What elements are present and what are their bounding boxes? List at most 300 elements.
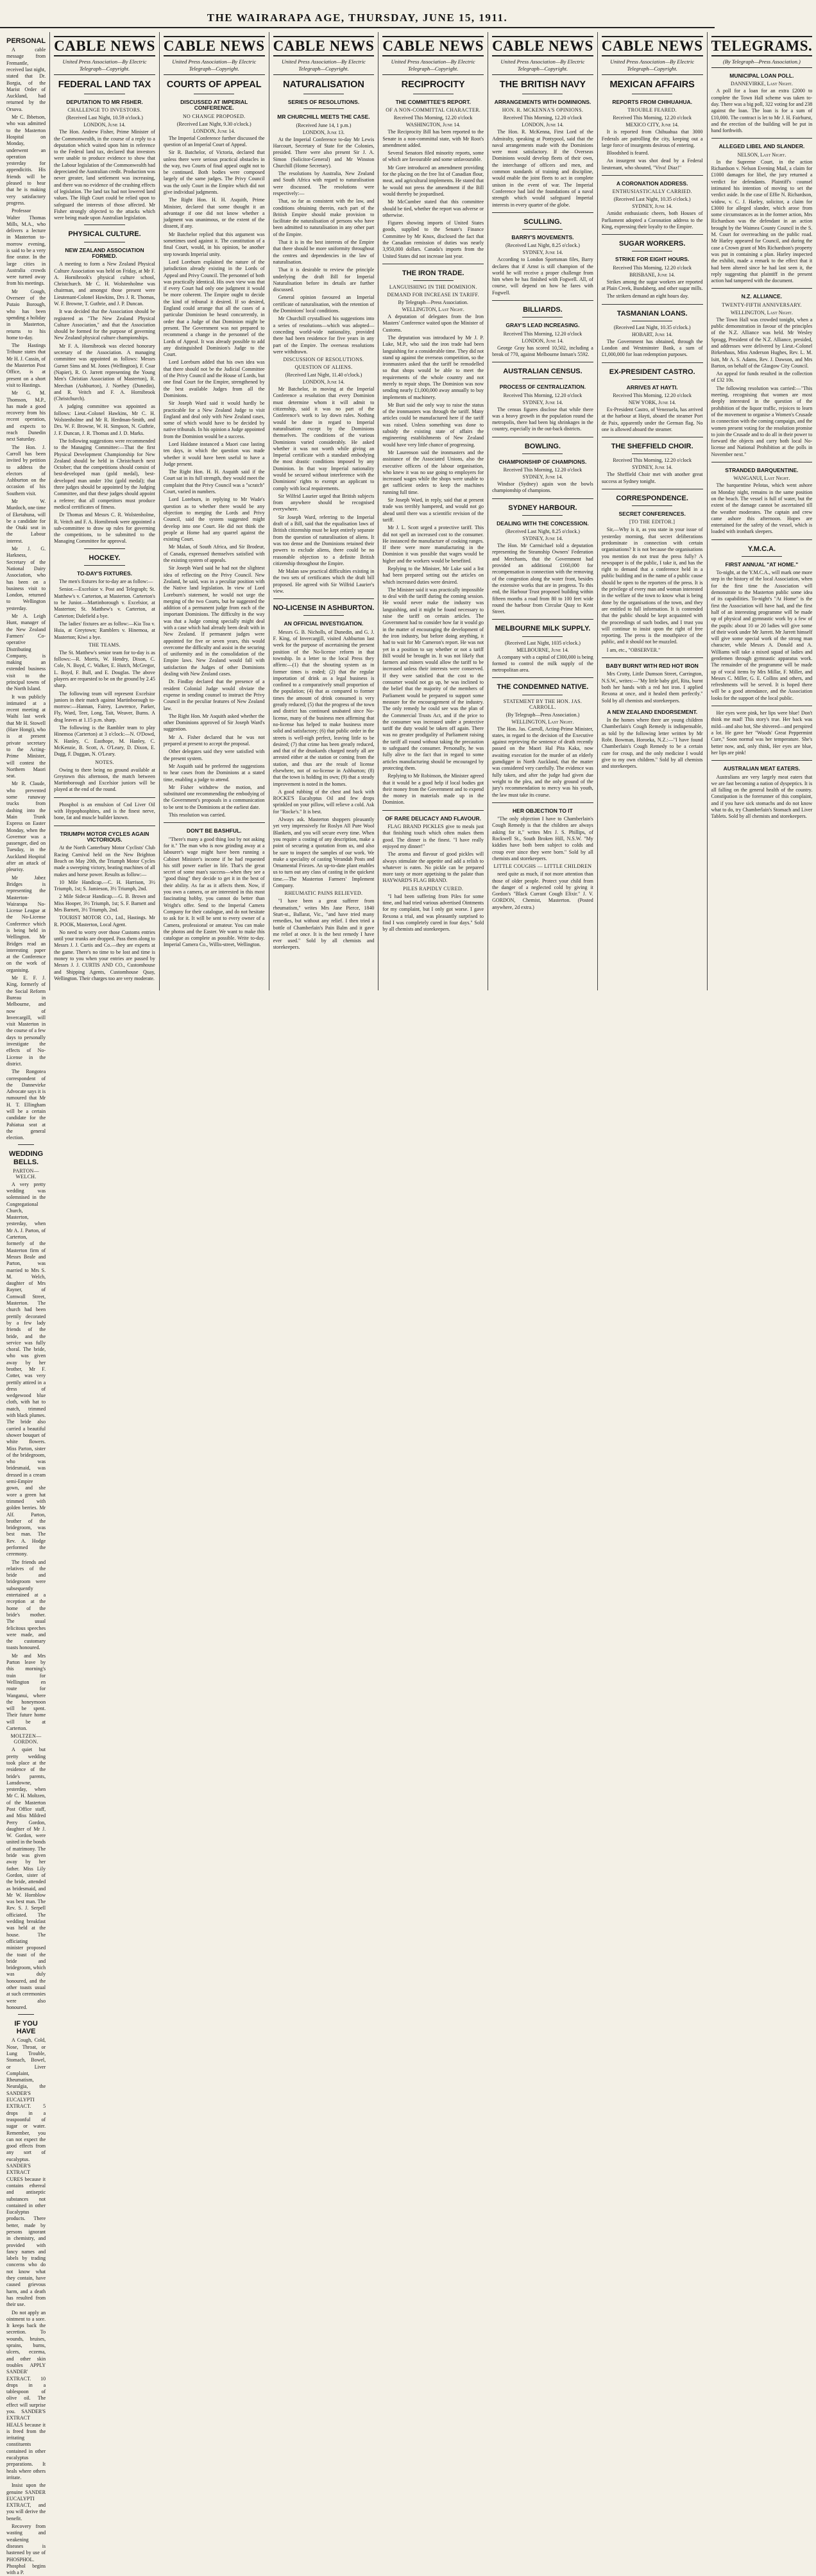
divider <box>632 505 672 506</box>
divider <box>18 2014 33 2015</box>
paragraph: Strikes among the sugar workers are reported at Plain Creek, Bundaberg, and other sugar mills. <box>601 278 703 292</box>
paragraph: A cable message from Fremantle, received last night, stated that Dr. Borgia, of the Marist Order of Auckland, had returned by the Orsova. <box>6 47 46 112</box>
paragraph: At the Imperial Conference to-day Mr Lewis Harcourt, Secretary of State for the Colonies, presided. There were also present Sir J. A. Simon (Solicitor-General) and Mr Winston Churchill (Home Secretary). <box>273 136 375 169</box>
divider <box>602 657 703 658</box>
section-band-cable-news: CABLE NEWS <box>492 36 593 56</box>
headline: BABY BURNT WITH RED HOT IRON <box>606 663 699 669</box>
paragraph: No need to worry over those Customs entries until your trunks are dropped. Pass them along to Messrs J. J. Curtis and Co.—they are experts at the game. There's no time to be lost and time is money to you when your entries are passed by Messrs J. J. CURTIS AND CO., Customhouse and Shipping Agents, Customhouse Quay, Wellington. Their charges too are very moderate. <box>54 929 155 981</box>
paragraph: The Hon. J. Carroll has been invited by petition to address the electors of Ashburton on the occasion of his Southern visit. <box>6 444 46 496</box>
paragraph: Replying to the Minister, Mr Luke said a list had been prepared setting out the articles on which increased duties were desired. <box>382 566 484 585</box>
paragraph: need quite as much, if not more attention than those of older people. Protect your child from the danger of a neglected cold by giving it Gordon's "Black Currant Cough Elixir." J. V. GORDON, Chemist, Masterton. (Posted anywhere, 2d extra.) <box>492 871 593 910</box>
paragraph: In the Supreme Court, in the action Richardson v. Nelson Evening Mail, a claim for £1000 damages for libel, the jury returned a verdict for defendants. Plaintiff's counsel intimated his intention of moving to set the verdict aside. In the case of Effie N. Richardson, widow, v. C. J. Harley, solicitor, a claim for £3000 for alleged slander, which arose from some circumstances as in the former action, Mrs Richardson was the defendant in an action brought by the Waimea County Council in the S. M. Court for overreaching on the public road. Mr Harley appeared for Council, and during the case a Crown grant of Mrs Richardson's property was put in containing a plan. Harley inspected the exhibit, made a remark to the effect that it had been altered since he had last seen it, the reply suggesting that plaintiff in the present action had tampered with the document. <box>711 158 813 284</box>
paragraph: Recovery from wasting and weakening diseases is hastened by use of PHOSPHOL. Phosphol begins with a P. <box>6 2523 46 2576</box>
headline: MUNICIPAL LOAN POLL. <box>729 72 794 79</box>
paragraph: At the North Canterbury Motor Cyclists' Club Racing Carnival held on the New Brighton Beach on May 20th, the Triumph Motor Cycles made a sweeping victory, beating machines of all makes and horse power. Results as follow:— <box>54 845 155 877</box>
paragraph: Mr C. Ibbetson, who was admitted to the Masterton Hospital on Monday, underwent an operation yesterday for appendicitis. His friends will be pleased to hear that he is making very satisfactory progress. <box>6 114 46 206</box>
paragraph: Mr R. Claude, who prevented some runaway trucks from dashing into the Main Trunk Express on Easter Monday, when the Governor was a passenger, died on Tuesday, in the Auckland Hospital after an attack of pleurisy. <box>6 781 46 873</box>
received-time: Received This Morning, 12.20 o'clock <box>613 393 692 399</box>
paragraph: The following resolution was carried:—"This meeting, recognising that women are most deeply interested in the question of the prohibition of the liquor traffic, rejoices to learn of the movement to organise a Women's Crusade in connection with the coming campaign, and the women present voting for the resolution promise to join the Crusade and to do all in their power to forward the objects and carry both local No-license and National Prohibition at the polls in November next." <box>711 385 813 457</box>
wire-credit: United Press Association—By Electric Telegraph—Copyright. <box>382 58 484 75</box>
paragraph: 10 Mile Handicap.—C. H. Harrison, 3½ Triumph, 1st; S. Jamieson, 3½ Triumph, 2nd. <box>54 879 155 892</box>
paragraph: This resolution was carried. <box>168 812 226 818</box>
divider <box>84 548 124 549</box>
paragraph: Senior.—Excelsior v. Post and Telegraph; St. Matthew's v. Carterton, at Masterton. Carterton's to be Junior.—Martinborough v. Excelsior, at Masterton; St. Matthew's v. Carterton, at Carterton; Dalefield a bye. <box>54 586 155 619</box>
subheadline: [TO THE EDITOR.] <box>629 519 676 525</box>
paragraph: The strikers demand an eight hours day. <box>606 293 689 300</box>
paragraph: Lord Haldane instanced a Maori case lasting ten days, in which the question was made whether it would have been useful to have a Judge present. <box>163 441 265 467</box>
wire-credit: United Press Association—By Electric Telegraph—Copyright. <box>164 58 265 75</box>
paragraph: Figures showing imports of United States goods, supplied to the Senate's Finance Committee by Mr Knox, disclosed the fact that the Canadian remission of duties was nearly 3,950,000 dollars. Canada's imports from the United States did not increase last year. <box>382 220 484 259</box>
received-time: Received This Morning, 12.20 o'clock <box>503 330 582 337</box>
paragraph: Sir Joseph Ward said it would hardly be practicable for a New Zealand Judge to visit England and deal only with New Zealand cases, some of which would have to be decided by native tribunals. In his opinion a Judge appointed from the Dominion would be a success. <box>163 400 265 439</box>
divider <box>632 379 672 380</box>
paragraph: Mr Malan saw practical difficulties existing in the two sets of certificates which the draft bill proposed. He agreed with Sir Wilfrid Laurier's view. <box>273 568 375 595</box>
received-time: Received This Morning, 12.20 o'clock <box>393 115 473 121</box>
subheadline: PARTON—WELCH. <box>13 1167 39 1180</box>
paragraph: Insist upon the genuine SANDER EUCALYPTI EXTRACT, and you will derive the benefit. <box>6 2482 46 2521</box>
divider <box>164 822 265 823</box>
divider <box>492 677 593 678</box>
paragraph: The Government has obtained, through the London and Westminster Bank, a sum of £1,000,000 for loan redemption purposes. <box>601 338 703 358</box>
paragraph: "I had been suffering from Piles for some time, and had tried various advertised Ointments for my complaint, but I only got worse. I gave Rexona a trial, and was pleasantly surprised to find I was completely cured in four days." Sold by all chemists and storekeepers. <box>382 893 484 933</box>
paragraph: Her eyes were pink, her lips were blue! Don't think me mad! This story's true. Her back was mild—and also hot, She shivered—and perspired a lot. He gave her "Woods' Great Peppermint Cure," Soon normal was her temperature. She's better now, and, only think, Her eyes are blue, her lips are pink! <box>711 710 813 756</box>
dateline: SYDNEY, June 14. <box>522 399 563 405</box>
paragraph: I am, etc., "OBSERVER." <box>606 647 661 653</box>
paragraph: Lord Loreburn added that his own idea was that there should not be the Judicial Committee of the Privy Council and the House of Lords, but one final Court for the Empire, strengthened by the best available Judges from all the Dominions. <box>163 359 265 398</box>
subheadline: OF A NON-COMMITTAL CHARACTER. <box>386 107 481 114</box>
paragraph: A quiet but pretty wedding took place at the residence of the bride's parents, Lansdowne, yesterday, when Mr C. H. Moltzen, of the Masterton Post Office staff, and Miss Mildred Perry Gordon, daughter of Mr J. W. Gordon, were united in the bonds of matrimony. The bride was given away by her father. Miss Lily Gordon, sister of the bride, attended as bridesmaid, and Mr W. Hornblow was best man. The Rev. S. J. Serpell officiated. The wedding breakfast was held at the house. The officiating minister proposed the toast of the bride and bridegroom, which was duly honoured, and the other toasts usual at such ceremonies were also honoured. <box>6 1747 46 2010</box>
paragraph: An insurgent was shot dead by a Federal lieutenant, who shouted, "Viva! Diaz!" <box>601 158 703 171</box>
subheadline: NO CHANGE PROPOSED. <box>182 113 246 119</box>
paragraph: A company with a capital of £300,000 is being formed to control the milk supply of the metropolitan area. <box>492 654 593 674</box>
headline: WEDDING BELLS. <box>8 1150 44 1166</box>
headline: ALLEGED LIBEL AND SLANDER. <box>718 143 805 150</box>
divider <box>602 304 703 305</box>
paragraph: A deputation of delegates from the Iron Masters' Conference waited upon the Minister of Customs. <box>382 314 484 333</box>
dateline: SYDNEY, June 14. <box>632 203 673 210</box>
paragraph: Mr Jabez Bridges is representing the Masterton-Wairarapa No-License League at the No-License Conference which is being held in Wellington. Mr Bridges read an interesting paper at the Conference on the work of organising. <box>6 874 46 973</box>
paragraph: According to London Sportsman files, Barry declares that if Arnst is still champion of the world he will receive a proper challenge from him when he has finished with Fogwell. All, of course, will depend on how he fares with Fogwell. <box>492 257 593 296</box>
headline: ARRIVES AT HAYTI. <box>626 384 678 391</box>
paragraph: The Right Hon. H. H. Asquith, Prime Minister, declared that some thought it an advantage if one did not know whether a judgment was unanimous, or the extent of the dissent, if any. <box>163 197 265 230</box>
subheadline: LITTLE COUGHS — LITTLE CHILDREN <box>493 863 592 870</box>
headline: N.Z. ALLIANCE. <box>741 293 783 300</box>
subheadline: LANGUISHING IN THE DOMINION. <box>389 284 477 291</box>
headline: STRIKE FOR EIGHT HOURS. <box>615 256 690 263</box>
headline: AN OFFICIAL INVESTIGATION. <box>284 620 364 627</box>
paragraph: The Hon. R. McKenna, First Lord of the Admiralty, speaking at Pontypool, said that the naval arrangements made with the Dominions were most satisfactory. If the Overseas Dominions would develop fleets of their own, the interchange of officers and men, and common standards of training and discipline, would enable the joint fleets to act in complete unison in the event of war. The Imperial Conference had laid the foundations of a naval strength which would safeguard Imperial interests in every quarter of the globe. <box>492 129 593 208</box>
column-7 <box>598 32 708 990</box>
headline: PHYSICAL CULTURE. <box>68 230 141 239</box>
paragraph: Mr J. G. Harkness, Secretary of the National Dairy Association, who has been on a business visit to London, returned to Wellington yesterday. <box>6 546 46 611</box>
paragraph: Professor Walter Thomas Mills, M.A., who delivers a lecture in Masterton to-morrow evening, is said to be a very fine orator. In the large cities in Australia crowds were turned away from his meetings. <box>6 208 46 287</box>
divider <box>522 229 563 230</box>
paragraph: The deputation was introduced by Mr J. P. Luke, M.P., who said the iron trade had been languishing for a considerable time. They did not stand up against the overseas competition, so the ironmasters asked that the tariff be remodelled so that shops would be able to meet the requirements of the whole country and not merely to repair shops. The Dominion was now sending nearly £1,000,000 away annually to buy implements of machinery. <box>382 334 484 400</box>
divider <box>382 810 484 811</box>
received-time: By Telegraph—Press Association. <box>398 300 468 306</box>
received-time: (Received Last Night, 11.40 o'clock.) <box>285 372 362 378</box>
paragraph: The men's fixtures for to-day are as follow:— <box>59 579 153 585</box>
column-8 <box>708 32 816 990</box>
paragraph: "The only objection I have to Chamberlain's Cough Remedy is that the children are always asking for it," writes Mrs J. S. Phillips, of Rockwell St., South Broken Hill, N.S.W. "My kiddies have both been subject to colds and croup ever since they were born." Sold by all chemists and storekeepers. <box>492 816 593 861</box>
paragraph: The barquentine Pelotas, which went ashore on Monday night, remains in the same position on the beach. The vessel is full of water, but the extent of the damage cannot be ascertained till the weather moderates. The captain and crew came ashore this afternoon. Hopes are entertained for the safety of the vessel, which is loaded with ironbark sleepers. <box>711 482 813 535</box>
headline: DEPUTATION TO MR FISHER. <box>66 98 143 105</box>
paragraph: Mr G. M. Thomson, M.P., has made a good recovery from his recent operation, and expects to reach Dunedin next Saturday. <box>6 390 46 443</box>
headline: PERSONAL <box>6 37 46 45</box>
paragraph: Mrs Crotty, Little Dumson Street, Carrington, N.S.W., writes:—"My little baby girl, Rita, burnt both her hands with a red hot iron. I applied Rexona at once, and it healed them perfectly." Sold by all chemists and storekeepers. <box>601 671 703 704</box>
headline: COURTS OF APPEAL <box>166 80 262 90</box>
subheadline: HON. R. MCKENNA'S OPINIONS. <box>502 107 584 114</box>
paragraph: The Rongotea correspondent of the Dannevirke Advocate says it is rumoured that Mr H. T. Ellingham will be a certain candidate for the Pahiatua seat at the general election. <box>6 1069 46 1141</box>
dateline: WELLINGTON, Last Night. <box>402 307 464 313</box>
received-time: (Received Last Night, 10.59 o'clock.) <box>66 115 143 121</box>
paragraph: Amidst enthusiastic cheers, both Houses of Parliament adopted a Coronation address to the King, expressing their loyalty to the Empire. <box>601 210 703 230</box>
subheadline: DISCUSSION OF RESOLUTIONS. <box>283 357 364 363</box>
divider <box>522 515 563 516</box>
received-time: Received This Morning, 12.20 o'clock <box>503 392 582 398</box>
divider <box>413 280 454 281</box>
paragraph: That it is in the best interests of the Empire that there should be more uniformity throughout the centres and dependencies in the law of naturalisation. <box>273 239 375 265</box>
paragraph: That, so far as consistent with the law, and conditions obtaining therein, each part of the British Empire should make provision to facilitate the naturalisation of persons who have been admitted to naturalisation in any other part of the Empire. <box>273 198 375 237</box>
paragraph: A judging committee was appointed as follows: Lieut.-Colonel Hawkins, Mr C. H. Wolstenholme and Mr R. Herdman-Smith, and Drs. W. F. Browne, W. H. Simpson, N. Guthrie, J. F. Duncan, J. R. Thomas and J. D. Marks. <box>54 403 155 436</box>
paragraph: Lord Loreburn, in replying to Mr Wade's question as to whether there would be any objection to merging the Lords and Privy Council, said the system suggested might develop into one Court. He did not think the people at Home had any quarrel against the existing Court. <box>163 496 265 543</box>
paragraph: Always ask. Masterton shoppers pleasantly yet very impressively for Roslyn All Pure Wool Blankets, and you will secure every time. When you require a costing of any description, make a point of securing a quotation from us, and also be sure to inspect the samples of our work. We make a speciality of casting Verandah Posts and Ornamental Friezes. An up-to-date plant enables us to turn out any class of casting in the quickest time.—The Masterton Farmers' Implement Company. <box>273 817 375 889</box>
dateline: LONDON, June 14. <box>522 337 564 344</box>
headline: PROCESS OF CENTRALIZATION. <box>499 384 586 391</box>
dateline: LONDON, June 14. <box>193 128 235 134</box>
headline: MEXICAN AFFAIRS <box>609 80 695 90</box>
dateline: DANNEVIRKE, Last Night. <box>731 81 793 87</box>
headline: TASMANIAN LOANS. <box>616 309 688 318</box>
paragraph: Sir,—Why is it, as you state in your issue of yesterday morning, that secret deliberations predominate in connection with certain organisations? It is not because the organisations you mention do not trust the press fully? A newspaper is of the public, I take it, and has the right to demand that a conference held in a public building and in the name of a public cause should be open to the reporters of the press. It is the privilege of every man and woman interested in the welfare of the town to know what is being done by the organisations of the town, and they are entitled to full information. It is contended that the public should be kept acquainted with the proceedings of such bodies, and I trust you will continue to insist upon the right of free reporting. The press is the mouthpiece of the public, and it should not be muzzled. <box>601 527 703 645</box>
divider <box>742 556 782 557</box>
paragraph: Ex-President Castro, of Venezuela, has arrived at the harbour at Hayti, aboard the steamer Port de Paix, apparently under the German flag. No one is allowed aboard the steamer. <box>601 407 703 432</box>
headline: FIRST ANNUAL "AT HOME." <box>725 561 799 568</box>
paragraph: The Hon. Mr Carmichael told a deputation representing the Steamship Owners' Federation and Merchants, that the Government had provided an additional £160,000 for recompensation in connection with the removing of the congestion along the water front, besides the extensive works that are in progress. To this end, the Harbour Trust proposed building within fifteen months a road from 80 to 100 feet wide round the harbour from Circular Quay to Kent Street. <box>492 543 593 615</box>
headline: NO-LICENSE IN ASHBURTON. <box>273 604 375 613</box>
headline: CHAMPIONSHIP OF CHAMPIONS. <box>498 458 587 465</box>
paragraph: Mr Laurenson said the ironmasters and the assistance of the Associated Unions, also the executive officers of the labour organisation, who knew it was no use going to employers for increased wages while the shops were unable to get sufficient orders to keep the machines running full time. <box>382 449 484 495</box>
headline: IF YOU HAVE <box>14 2020 38 2036</box>
paragraph: The Right Hon. Mr Asquith asked whether the other Dominions approved of Sir Joseph Ward's suggestion. <box>163 713 265 733</box>
dateline: LONDON, June 14. <box>83 122 126 128</box>
headline: TRIUMPH MOTOR CYCLES AGAIN VICTORIOUS. <box>60 830 149 843</box>
paragraph: The aroma and flavour of good pickles will always stimulate the appetite and add a relish to whatever is eaten. No pickle can be prepared more tasty or more appetising to the palate than HAYWARD'S FLAG BRAND. <box>382 851 484 884</box>
divider <box>522 378 563 379</box>
headline: SECRET CONFERENCES. <box>618 511 686 518</box>
divider <box>84 565 124 566</box>
paragraph: Messrs G. B. Nicholls, of Dunedin, and G. J. F. King, of Invercargill, visited Ashburton last week for the purpose of ascertaining the present position of the No-license reform in that township. In a letter to the local Press they affirm:—(1) that the shouting system as in former times is ended; (2) that the regular importation of drink as a legal business is confined to a comparatively small proportion of the population; (4) that as compared to former times the amount of drink consumed is very greatly reduced; (5) that the progress of the town and district has continued unabated since No-license, many of the business men affirming that no-license has helped to make business more solid and satisfactory; (6) that public order in the streets is well-nigh perfect, leaving little to be desired; (7) that crime has been greatly reduced, and that of the drunkards charged nearly all are arrested either at the station or coming from the station, and thus are the result of license elsewhere, not of no-license in Ashburton; (8) that the town is holding its own; (9) that a steady improvement is noted in the homes. <box>273 629 375 787</box>
paragraph: The Hastings Tribune states that Mr H. J. Cassin, of the Masterton Post Office, is at present on a short visit to Hastings. <box>6 343 46 388</box>
column-3 <box>160 32 269 990</box>
paragraph: In the homes where there are young children Chamberlain's Cough Remedy is indispensable, as told by the following letter written by Mr Robt. Bowman, Horoeka, N.Z.:—"I have found Chamberlain's Cough Remedy to be a certain cure for croup, and the only medicine I would give to my own children." Sold by all chemists and storekeepers. <box>601 717 703 770</box>
dateline: HOBART, June 14. <box>632 331 673 337</box>
received-time: (Received Last Night, 10.35 o'clock.) <box>613 196 691 203</box>
paragraph: A very pretty wedding was solemnised in the Congregational Church, Masterton, yesterday, when Mr A. J. Parton, of Carterton, formerly of the Masterton firm of Messrs Beale and Parton, was married to Mrs S. M. Welch, daughter of Mrs Rayner, of Cornwall Street, Masterton. The church had been prettily decorated by a few lady friends of the bride, and the service was fully choral. The bride, who was given away by her brother, Mr F. Cotter, was very prettily attired in a dress of wedgewood blue cloth, with hat to match, trimmed with black plumes. The bride also carried a beautiful shower bouquet of white flowers. Miss Parton, sister of the bridegroom, who was bridesmaid, was dressed in a cream semi-Empire gown, and she wore a green hat trimmed with golden berries. Mr Alf. Parton, brother of the bridegroom, was best man. The Rev. A. Hodge performed the ceremony. <box>6 1181 46 1557</box>
divider <box>522 636 563 637</box>
headline: MELBOURNE MILK SUPPLY. <box>495 625 591 633</box>
headline: SCULLING. <box>523 217 562 226</box>
paragraph: Mr J. L. Scott urged a protective tariff. This did not spell an increased cost to the consumer. He instanced the manufacture of cooking ranges. If there were more manufacturing in the Dominion it was possible that wages would be higher and the workers would be benefited. <box>382 525 484 564</box>
received-time: Received This Morning, 12.20 o'clock <box>613 115 692 121</box>
dateline: SYDNEY, June 14. <box>522 474 563 480</box>
received-time: (By Telegraph—Press Association.) <box>506 711 580 718</box>
dateline: BRISBANE, June 14. <box>629 271 676 278</box>
headline: THE IRON TRADE. <box>402 269 464 277</box>
dateline: SYDNEY, June 14. <box>522 536 563 542</box>
paragraph: Mr E. F. J. King, formerly of the Social Reform Bureau in Melbourne, and now of Invercargill, will visit Masterton in the course of a few days to personally investigate the effects of No-License in the district. <box>6 975 46 1067</box>
paragraph: Dr. Findlay declared that the presence of a resident Colonial Judge would obviate the expense in sending counsel to instruct the Privy Council in the peculiar features of New Zealand law. <box>163 679 265 711</box>
paragraph: The following is the Rambler team to play Hinemoa (Carterton) at 3 o'clock:—N. O'Dowd, N. Hanley, C. Easthope, M. Hanley, C. McKenzie, B. Scott, A. O'Leary, D. Dixon, E. Dugg, F. Duggan, N. O'Leary. <box>54 725 155 758</box>
divider <box>711 288 813 289</box>
divider <box>54 797 155 798</box>
paragraph: The Town Hall was crowded tonight, when a public demonstration in favour of the principles of the N.Z. Alliance was held. Mr Wesley Spragg, President of the N.Z. Alliance, presided, and addresses were delivered by Lieut.-Colonel Birkenhaus, Miss Anderson Hughes, Rev. L. M. Isitt, Mr A. S. Adams, Rev. J. Dawson, and Mrs Barton, on behalf of the Glasgow City Council. <box>711 316 813 369</box>
dateline: LONDON, June 14. <box>522 122 564 128</box>
column-5 <box>378 32 488 990</box>
paragraph: The resolutions by Australia, New Zealand and South Africa with regard to naturalisation were discussed. The resolutions were respectively:— <box>273 171 375 196</box>
paragraph: The friends and relatives of the bride and bridegroom were subsequently entertained at a reception at the home of the bride's mother. The usual felicitous speeches were made, and the customary toasts honoured. <box>6 1559 46 1651</box>
headline: THE BRITISH NAVY <box>499 80 586 90</box>
headline: HER OBJECTION TO IT <box>513 807 573 814</box>
received-time: (Received Last Night, 1035 o'clock.) <box>505 640 581 646</box>
paragraph: Sir Joseph Ward, in reply, said that at present trade was terribly hampered, and would not go ahead until there was a scientific revision of the tariff. <box>382 497 484 523</box>
headline: BILLIARDS. <box>523 306 563 314</box>
headline: OF RARE DELICACY AND FLAVOUR. <box>385 815 481 822</box>
subheadline: DEMAND FOR INCREASE IN TARIFF. <box>387 292 479 298</box>
subheadline: NOTES. <box>95 759 114 765</box>
headline: BOWLING. <box>524 442 561 450</box>
paragraph: Mr A. Fisher declared that he was not prepared at present to accept the proposal. <box>163 734 265 747</box>
headline: MR CHURCHILL MEETS THE CASE. <box>277 114 370 121</box>
paragraph: That it is desirable to review the principle underlying the draft Bill for Imperial Naturalisation before its details are further discussed. <box>273 267 375 293</box>
divider <box>522 317 563 318</box>
paragraph: Dr Thomas and Messrs C. R. Wolstenholme, R. Veitch and F. A. Hornibrook were appointed a sub-committee to draw up rules for governing the competitions, to be submitted to the Managing Committee for approval. <box>54 512 155 545</box>
paragraph: Several Senators filed minority reports, some of which are favourable and some unfavourable. <box>382 150 484 163</box>
headline: NATURALISATION <box>283 80 364 90</box>
divider <box>492 498 593 499</box>
paragraph: 2 Mile Sidecar Handicap.—G. B. Brown and Miss Hooper, 3½ Triumph, 1st; S. F. Barnett and Mrs Barnett, 3½ Triumph, 2nd. <box>54 894 155 913</box>
paragraph: Mr Batchelor replied that this argument was sometimes used against it. The constitution of a final Court, would, in his opinion, be another step towards Imperial unity. <box>163 231 265 257</box>
subheadline: RHEUMATIC PAINS RELIEVED. <box>284 890 363 897</box>
subheadline: ENTHUSIASTICALLY CARRIED. <box>612 189 692 195</box>
paragraph: A poll for a loan for an extra £2000 to complete the Town Hall scheme was taken to-day. There was a big poll, 322 voting for and 238 against the loan. The loan is for a sum of £10,000. The contract is let to Mr J. H. Fairhurst, and the erection of the building will be put in hand forthwith. <box>711 88 813 134</box>
paragraph: Other delegates said they were satisfied with the present system. <box>163 749 265 761</box>
dateline: SYDNEY, June 14. <box>522 250 563 256</box>
headline: GRAY'S LEAD INCREASING. <box>506 322 580 329</box>
dateline: LONDON, June 13. <box>302 129 345 135</box>
paragraph: The Imperial Conference further discussed the question of an Imperial Court of Appeal. <box>163 135 265 148</box>
paragraph: Mr F. A. Hornibrook was elected honorary secretary of the Association. A managing committee was appointed as follows: Messrs Gurnet Sims and M. Jones (Wellington), F. Coar (Napier), R. O. Jarrett representing the Young Men's Christian Association of Masterton), R. Meechan (Ashburton), J. Northey (Dunedin), and R. Veitch and F. A. Hornibrook (Christchurch). <box>54 343 155 402</box>
received-time: Received This Morning, 12.20 o'clock <box>503 467 582 473</box>
headline: DON'T BE BASHFUL. <box>186 827 242 835</box>
paragraph: A Cough, Cold, Nose, Throat, or Lung Trouble, Stomach, Bowel, or Liver Complaint, Rheumatism, Neuralgia, the SANDER'S EUCALYPTI EXTRACT. 5 drops in a teaspoonful of sugar or water. Remember, you can not expect the good effects from any sort of eucalyptus. SANDER'S EXTRACT CURES because it contains ethereal and antiseptic substances not contained in other Eucalyptus products. There better, made by persons ignorant in chemistry, and provided with fancy names and labels by trading concerns who do not know what they contain, have caused grievous harm, and a death has resulted from their use. <box>6 2037 46 2308</box>
headline: A NEW ZEALAND ENDORSEMENT. <box>607 708 698 715</box>
section-band-cable-news: CABLE NEWS <box>382 36 484 56</box>
paragraph: Sir Joseph Ward, referring to the Imperial draft of a Bill, said that the equalisation laws of British citizenship must be kept entirely separate from the question of naturalisation of aliens. It was too dense and the Dominions retained their powers to exclude aliens, there could be no reasonable objection to a definite British citizenship throughout the Empire. <box>273 514 375 566</box>
headline: HOCKEY. <box>89 554 121 562</box>
section-band-telegrams: TELEGRAMS. <box>711 36 813 56</box>
received-time: Received This Morning, 12.20 o'clock <box>613 457 692 464</box>
subheadline: THE TEAMS. <box>89 641 121 648</box>
dateline: WELLINGTON, Last Night. <box>730 309 793 316</box>
paragraph: To-night, at the Y.M.C.A., will mark one more step in the history of the local Association, when for the first time the Association will demonstrate to the Masterton public some idea of its capabilities. To-night's "At Home" is the first the Association will have had, and the first half of an interesting programme will be made up of physical and gymnastic work by a few of the pupils: about 10 or 20 ladies will give some of their work under Mr Jarrett. Mr Jarrett himself will give some special work of the strong man character, while Messrs A. Donald and A. Williams will take a mixed squad of ladies and gentlemen through gymnastic apparatus work. The remainder of the programme will be made up of vocal items by Mrs Millar, F. Miller, and Messrs C. Miller, G. E. Collins and others, and refreshments will be served. It is hoped there will be a good attendance, and the Association looks for the support of the local public. <box>711 570 813 701</box>
received-time: (Received Last Night, 8.25 o'clock.) <box>506 242 580 249</box>
headline: THE COMMITTEE'S REPORT. <box>395 98 471 105</box>
paragraph: The following suggestions were recommended to the Managing Committee:—That the first Physical Development Championship for New Zealand should be held in Christchurch next October; that the competitions should consist of best-developed man (gold medal), best-developed man under 10st (gold medal); that three judges should be appointed by the Judging Committee, and that these judges should appoint a referee; that all competitors must produce medical certificates of fitness. <box>54 437 155 510</box>
paragraph: Mr Fisher withdrew the motion, and substituted one recommending the embodying of the Government's proposals in a communication to be sent to the Dominions at the earliest date. <box>163 784 265 810</box>
wire-credit: United Press Association—By Electric Telegraph—Copyright. <box>54 58 155 75</box>
wire-credit: United Press Association—By Electric Telegraph—Copyright. <box>602 58 703 75</box>
headline: Y.M.C.A. <box>747 545 776 553</box>
paragraph: Do not apply an ointment to a sore. It keeps back the secretion. To wounds, bruises, sprains, burns, ulcers, eczema, and other skin troubles APPLY SANDER' EXTRACT. 10 drops in a tablespoon of olive oil. The effect will surprise you. SANDER'S EXTRACT HEALS because it is freed from the irritating constituents contained in other eucalyptus preparations. It heals where others irritate. <box>6 2309 46 2480</box>
subheadline: STATEMENT BY THE HON. JAS. CARROLL. <box>503 698 582 710</box>
column-6 <box>488 32 598 990</box>
headline: A CORONATION ADDRESS. <box>616 180 688 187</box>
headline: EX-PRESIDENT CASTRO. <box>609 368 695 376</box>
headline: ARRANGEMENTS WITH DOMINIONS. <box>494 98 591 105</box>
dateline: NELSON, Last Night. <box>737 151 786 158</box>
divider <box>711 760 813 761</box>
headline: THE SHEFFIELD CHOIR. <box>611 443 693 451</box>
divider <box>711 138 813 139</box>
paragraph: Bloodshed is feared. <box>606 150 649 157</box>
paragraph: Mr Malan, of South Africa, and Sir Brodeur, of Canada, expressed themselves satisfied with the existing system of appeals. <box>163 544 265 564</box>
dateline: LONDON, June 14. <box>302 379 345 386</box>
headline: REPORTS FROM CHIHUAHUA. <box>612 98 692 105</box>
wire-credit: (By Telegraph—Press Association.) <box>711 58 813 68</box>
dateline: SYDNEY, June 14. <box>632 464 673 471</box>
headline: TO-DAY'S FIXTURES. <box>76 570 133 577</box>
divider <box>632 453 672 454</box>
paragraph: The Right Hon. H. H. Asquith said if the Court sat in its full strength, they would meet the complaint that the Privy Council was a "scratch" Court, varied in numbers. <box>163 469 265 495</box>
paragraph: It was publicly intimated at a recent meeting at Waihi last week that Mr H. Stowell (Hare Hongi), who is at present private secretary to the Acting-Prime Minister, will contest the Northern Maori seat. <box>6 693 46 779</box>
headline: SYDNEY HARBOUR. <box>508 504 577 512</box>
subheadline: MOLTZEN—GORDON. <box>10 1733 42 1745</box>
paragraph: It was decided that the Association should be registered as "The New Zealand Physical Culture Association," and that the Association should be formed for the purpose of governing New Zealand physical culture championships. <box>54 309 155 341</box>
column-1 <box>3 32 50 2576</box>
paragraph: The following team will represent Excelsior juniors in their match against Martinborough to-morrow:—Hannan, Fairey, Lawrence, Parker, Fly, Ward, Teer, Long, Tait, Weaver, Burns. A drag leaves at 1.15 p.m. sharp. <box>54 690 155 723</box>
subheadline: CHALLENGE TO INVESTORS. <box>67 107 142 114</box>
received-time: Received This Morning, 12.20 o'clock <box>503 115 582 121</box>
headline: FEDERAL LAND TAX <box>58 80 151 90</box>
headline: SUGAR WORKERS. <box>619 240 686 248</box>
paragraph: Windsor (Sydney) again won the bowls championship of champions. <box>492 481 593 494</box>
subheadline: TWENTY-FIFTH ANNIVERSARY. <box>722 301 802 308</box>
paragraph: TOURIST MOTOR CO., Ltd., Hastings. Mr R. POOK, Masterton, Local Agent. <box>54 915 155 928</box>
divider <box>303 615 344 616</box>
paragraph: An appeal for funds resulted in the collection of £32 10s. <box>711 371 813 384</box>
paragraph: Mr A. Leigh Hunt, manager of the New Zealand Farmers' Co-operative Distributing Company, is making an extended business visit to the principal towns of the North Island. <box>6 613 46 692</box>
received-time: (Received June 14, 1 p.m.) <box>296 122 352 128</box>
paragraph: Lord Loreburn explained the nature of the jurisdiction already existing in the Lords of Appeal and Privy Council. The personnel of both was practically identical. His own view was that if every Court had only one judgment it would be more coherent. The Empire ought to decide the kind of tribunal it desired. If so desired, England could arrange that all the cases of a particular Dominion be heard concurrently, in order that a Judge of that Dominion might be present. The Government was not prepared to recommend a change in the personnel of the Lords of Appeal. It was already possible to add any distinguished Dominion's Judge to the Court. <box>163 258 265 358</box>
headline: NEW ZEALAND ASSOCIATION FORMED. <box>65 246 144 259</box>
divider <box>492 300 593 301</box>
headline: THE CONDEMNED NATIVE. <box>497 683 589 691</box>
paragraph: The Hon. Jas. Carroll, Acting-Prime Minister, states, in regard to the decision of the Executive against reprieving the sentence of death recently passed on the Maori Hal Pita Kaka, now awaiting execution for the murder of an elderly gumdigger in North Auckland, that the matter was considered very carefully. The evidence was fully taken, and after the judge had given due weight to the plea, and the only ground of the jury's recommendation to mercy was his youth, the law must take its course. <box>492 725 593 798</box>
dateline: MELBOURNE, June 14. <box>516 647 569 653</box>
headline: DEALING WITH THE CONCESSION. <box>497 520 589 527</box>
received-time: (Received Last Night, 10.35 o'clock.) <box>613 324 691 330</box>
section-band-cable-news: CABLE NEWS <box>164 36 265 56</box>
divider <box>522 453 563 454</box>
dateline: WANGANUI, Last Night. <box>733 475 790 482</box>
divider <box>18 1144 33 1145</box>
paragraph: Mr W. Murdoch, one time of Eketahuna, will be a candidate for the Otaki seat in the Labour interest. <box>6 498 46 544</box>
paragraph: Mr Burt said the only way to raise the status of the ironmasters was through the tariff. Many articles could be manufactured here if the tariff was raised. Unless something was done to subsidy the existing state of affairs the engineering establishments of New Zealand would have very little chance of progressing. <box>382 402 484 448</box>
paragraph: Replying to Mr Robinson, the Minister agreed that it would be a good help if local bodies got their money from the Government and to expend the money in materials made up in the Dominion. <box>382 773 484 806</box>
wire-credit: United Press Association—By Electric Telegraph—Copyright. <box>492 58 593 75</box>
headline: BARRY'S MOVEMENTS. <box>511 233 574 241</box>
received-time: (Received Last Night, 8.25 o'clock.) <box>506 529 580 535</box>
paragraph: General opinion favoured an Imperial certificate of naturalisation, with the retention of the Dominions' local conditions. <box>273 294 375 314</box>
divider <box>492 212 593 213</box>
paragraph: Mr Asquith said he preferred the suggestions to hear cases from the Dominions at a stated time, enabling a judge to attend. <box>163 763 265 783</box>
section-band-cable-news: CABLE NEWS <box>54 36 155 56</box>
paragraph: The St. Matthew's senior team for to-day is as follows:—R. Morris, W. Hendry, Dixon, C. Cole, N. Boyd, C. Walker, E. Hutch, McGregor, L. Boyd, F. Bull, and E. Douglas. The above players are requested to be on the ground by 2.45 sharp. <box>54 649 155 689</box>
dateline: WASHINGTON, June 14. <box>405 122 461 128</box>
paragraph: Mr and Mrs Parton leave by this morning's train for Wellington en route for Wanganui, where the honeymoon will be spent. Their future home will be at Carterton. <box>6 1652 46 1732</box>
columns <box>3 32 813 2576</box>
received-time: Received This Morning, 12.20 o'clock <box>613 264 692 271</box>
paragraph: "There's many a good thing lost by not asking for it." The man who is now grinding away at a labourer's wage might have been running a Cabinet Minister's income if he had requested his stiff power earlier in life. That's the great secret of some man's success—when they see a "good thing" they decide to get it in the best of their ability. As far as it affects them. Now, if you own a camera, or are interested in this most fascinating hobby, you cannot do better than Wright's offer. Send to the Imperial Camera Company for their catalogue, and do not hesitate to ask for it. It will be sent to every owner of a Camera, professional or amateur. You can make the photos and the Easter. We want to make this catalogue as complete as possible. Write to-day. Imperial Camera Co., Willis-street, Wellington. <box>163 836 265 948</box>
masthead <box>0 0 715 28</box>
paragraph: Sir Wilfrid Laurier urged that British subjects from anywhere should be recognised everywhere. <box>273 493 375 513</box>
subheadline: PILES RAPIDLY CURED. <box>403 885 464 892</box>
paragraph: The Minister said it was practically impossible to deal with the tariff during the coming session. He would never make the industry was languishing, and it might be found necessary to raise the tariff on certain articles. The Government had to consider how far it would go in the matter of encouraging the development of the iron industry, but before doing anything, it had to wait for Mr Cameron's report. He was not yet in a position to say whether or not a tariff Bill would be brought in. It was not likely that farmers and miners would allow the tariff to be increased unless their interests were conserved. If they were satisfied that the cost to the consumer would not go up, he was inclined to the belief that the majority of the members of Parliament would be prepared to support some measure for the encouragement of the industry. The only remedy he could see was the plan of the Commercial Trusts Act, and if the price to the consumer was increased under a protective tariff the duty would be taken off again. There was no greater prodigality of Parliament raising the tariff all round without taking the precaution to safeguard the consumer. Personally, he was fully alive to the fact that in regard to some articles manufacturing should be encouraged by protecting them. <box>382 586 484 771</box>
paragraph: A good rubbing of the chest and back with ROCKE'S Eucalyptus Oil and few drops sprinkled on your pillow, will relieve a cold. Ask for "Rocke's." It is best. <box>273 788 375 815</box>
dateline: WELLINGTON, Last Night. <box>511 718 574 725</box>
dateline: MEXICO CITY, June 14. <box>625 122 679 128</box>
headline: AUSTRALIAN MEAT EATERS. <box>723 765 801 772</box>
paragraph: George Gray has scored 10,502, including a break of 770, against Melbourne Inman's 5592. <box>492 344 593 357</box>
divider <box>492 619 593 620</box>
divider <box>602 234 703 235</box>
headline: DISCUSSED AT IMPERIAL CONFERENCE. <box>180 98 248 112</box>
paragraph: Mr Gore introduced an amendment providing for the placing on the free list of Canadian flour, meat, and agricultural implements. He stated that he would not press the amendment if the Bill would thereby be jeopardised. <box>382 164 484 197</box>
headline: AUSTRALIAN CENSUS. <box>503 368 582 376</box>
section-band-cable-news: CABLE NEWS <box>273 36 375 56</box>
divider <box>492 802 593 803</box>
paragraph: Sir R. Batchelor, of Victoria, declared that unless there were serious practical obstacles in the way, two Courts of final appeal ought not to be continued. Both bodies were composed largely of the same judges. The Privy Council was the only Court in the Empire which did not give individual judgments. <box>163 149 265 195</box>
paragraph: FLAG BRAND PICKLES give to meals just that finishing touch which often makes them good. The dinner is the finest. "I have really enjoyed my dinner!" <box>382 824 484 849</box>
paragraph: Australians are very largely meat eaters that we are fast becoming a nation of dyspeptics. It is all falling on the general health of the country. Constipation is the forerunner of this complaint, and if you have sick stomachs and do not know what to do, try Chamberlain's Stomach and Liver Tablets. Sold by all chemists and storekeepers. <box>711 774 813 820</box>
divider <box>602 175 703 176</box>
paragraph: Sir Joseph Ward said he had not the slightest idea of reflecting on the Privy Council. New Zealand, he said, was in a peculiar position with the Native land legislation. In view of Lord Loreburn's statement, he would not urge the merging of the two Courts, but he suggested the addition of a permanent judge from each of the important Dominions. The difficulty in the way was that a Judge coming specially might deal with a case which had already been dealt with in New Zealand. If permanent judges were appointed for five or seven years, this would overcome the difficulty and assist in the securing of uniformity and in the consolidation of the Empire laws. New Zealand would fall with satisfaction the Judges of other Dominions dealing with New Zealand cases. <box>163 565 265 677</box>
subheadline: QUESTION OF ALIENS. <box>294 364 353 371</box>
received-time: (Received Last Night, 9.30 o'clock.) <box>176 121 251 127</box>
paragraph: Mr McCumber stated that this committee should be tied, whether the report was adverse or otherwise. <box>382 199 484 218</box>
paragraph: The ladies' fixtures are as follow:—Kia Toa v. Huia, at Greytown; Ramblers v. Hinemoa, at Masterton; Kiwi a bye. <box>54 620 155 640</box>
headline: SERIES OF RESOLUTIONS. <box>287 98 360 105</box>
masthead-title: THE WAIRARAPA AGE, THURSDAY, JUNE 15, 1911. <box>207 12 508 24</box>
headline: STRANDED BARQUENTINE. <box>725 466 799 473</box>
paragraph: "I have been a great sufferer from rheumatism," writes Mrs Jane Pierce, 1840 Sturt-st., Ballarat, Vic., "and have tried many remedies, but without any relief. I then tried a bottle of Chamberlain's Pain Balm and it gave me relief at once. It is the best remedy I have ever used." Sold by all chemists and storekeepers. <box>273 898 375 951</box>
paragraph: The census figures disclose that while there was a heavy growth in the population round the metropolis, there had been big shrinkages in the country, especially in the out-back districts. <box>492 406 593 432</box>
subheadline: TROUBLE FEARED. <box>627 107 677 114</box>
paragraph: The Hon. Andrew Fisher, Prime Minister of the Commonwealth, in the course of a reply to a deputation which waited upon him in reference to the Federal land tax, declared that investors were unable to produce evidence to show that the Labour legislation of the Commonwealth had depreciated the Australian credit. Production was never greater, land settlement was increasing, and there was no evidence of the crushing effects of legislation. The land tax had not lowered land values. The High Court could be relied upon to safeguard the interests of those affected. Mr Fisher strongly objected to the attacks which were being made upon Australian legislation. <box>54 129 155 221</box>
divider <box>711 539 813 540</box>
wire-credit: United Press Association—By Electric Telegraph—Copyright. <box>273 58 375 75</box>
divider <box>303 108 344 109</box>
headline: RECIPROCITY <box>401 80 465 90</box>
column-4 <box>269 32 379 990</box>
paragraph: It is reported from Chihuahua that 3000 Federals are patrolling the city, keeping out a large force of insurgents desirous of entering. <box>601 129 703 148</box>
dateline: NEW YORK, June 14. <box>628 400 676 406</box>
divider <box>602 362 703 363</box>
paragraph: Mr Gough, Overseer of the Putaio Borough, who has been spending a holiday in Masterton, returns to his home to-day. <box>6 288 46 341</box>
paragraph: Owing to there being no ground available at Greytown this afternoon, the match between Martinborough and Excelsior juniors will be played at the end of the round. <box>54 767 155 793</box>
headline: CORRESPONDENCE. <box>616 494 688 502</box>
